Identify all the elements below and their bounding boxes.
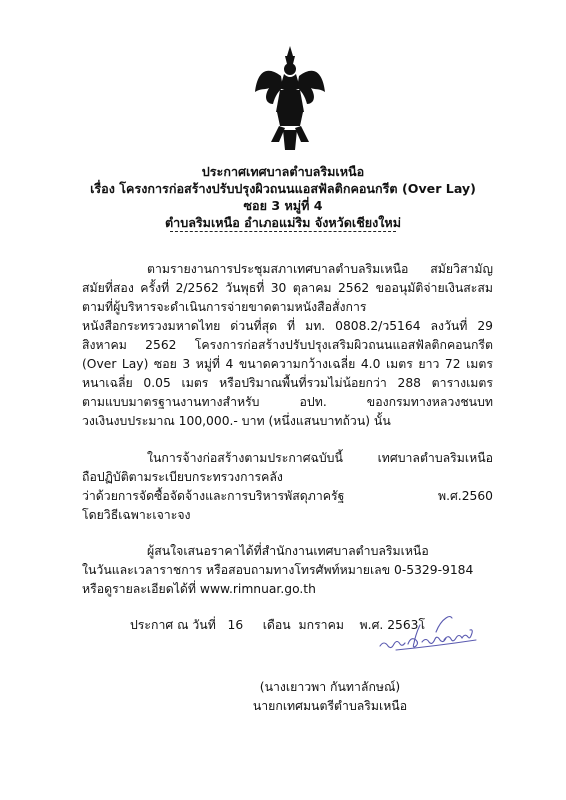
announcement-subject: เรื่อง โครงการก่อสร้างปรับปรุงผิวถนนแอสฟัลติกคอนกรีต (Over Lay) (90, 181, 476, 196)
handwritten-signature (376, 608, 486, 652)
paragraph-1-line: หนังสือกระทรวงมหาดไทย ด่วนที่สุด ที่ มท. 0808.2/ว5164 ลงวันที่ 29 (82, 319, 493, 333)
announcement-location-soi: ซอย 3 หมู่ที่ 4 (243, 198, 323, 213)
paragraph-3-line: ผู้สนใจเสนอราคาได้ที่สำนักงานเทศบาลตำบลริมเหนือ (147, 544, 429, 558)
paragraph-1-line: วงเงินงบประมาณ 100,000.- บาท (หนึ่งแสนบาทถ้วน) นั้น (82, 414, 391, 428)
paragraph-2-line: ว่าด้วยการจัดซื้อจัดจ้างและการบริหารพัสดุภาครัฐ พ.ศ.2560 (82, 489, 493, 503)
paragraph-1-line: สิงหาคม 2562 โครงการก่อสร้างปรับปรุงเสริมผิวถนนแอสฟัลติกคอนกรีต (82, 338, 493, 352)
paragraph-1-line: ตามแบบมาตรฐานงานทางสำหรับ อปท. ของกรมทางหลวงชนบท (82, 395, 493, 409)
signatory-position: นายกเทศมนตรีตำบลริมเหนือ (252, 699, 408, 713)
signatory-name: (นางเยาวพา กันทาลักษณ์) (259, 680, 401, 694)
announcement-location-district: ตำบลริมเหนือ อำเภอแม่ริม จังหวัดเชียงใหม่ (164, 215, 402, 230)
garuda-emblem-icon (253, 44, 327, 154)
paragraph-2-line: ในการจ้างก่อสร้างตามประกาศฉบับนี้ เทศบาลตำบลริมเหนือ (147, 451, 493, 465)
paragraph-1-line: (Over Lay) ซอย 3 หมู่ที่ 4 ขนาดความกว้างเฉลี่ย 4.0 เมตร ยาว 72 เมตร (82, 357, 493, 371)
paragraph-1-line: สมัยที่สอง ครั้งที่ 2/2562 วันพุธที่ 30 ตุลาคม 2562 ขออนุมัติจ่ายเงินสะสม (82, 281, 493, 295)
paragraph-3-line: ในวันและเวลาราชการ หรือสอบถามทางโทรศัพท์หมายเลข 0-5329-9184 (82, 563, 474, 577)
paragraph-1-line: หนาเฉลี่ย 0.05 เมตร หรือปริมาณพื้นที่รวมไม่น้อยกว่า 288 ตารางเมตร (82, 376, 493, 390)
paragraph-2-line: โดยวิธีเฉพาะเจาะจง (82, 508, 191, 522)
announcement-title: ประกาศเทศบาลตำบลริมเหนือ (201, 164, 365, 179)
paragraph-1-line: ตามรายงานการประชุมสภาเทศบาลตำบลริมเหนือ สมัยวิสามัญ (147, 262, 493, 276)
paragraph-1-line: ตามที่ผู้บริหารจะดำเนินการจ่ายขาดตามหนังสือสั่งการ (82, 300, 367, 314)
paragraph-3-line: หรือดูรายละเอียดได้ที่ www.rimnuar.go.th (82, 582, 316, 596)
header-divider (170, 231, 396, 232)
paragraph-2-line: ถือปฏิบัติตามระเบียบกระทรวงการคลัง (82, 470, 283, 484)
announcement-date: ประกาศ ณ วันที่ 16 เดือน มกราคม พ.ศ. 2563โ (130, 618, 426, 632)
